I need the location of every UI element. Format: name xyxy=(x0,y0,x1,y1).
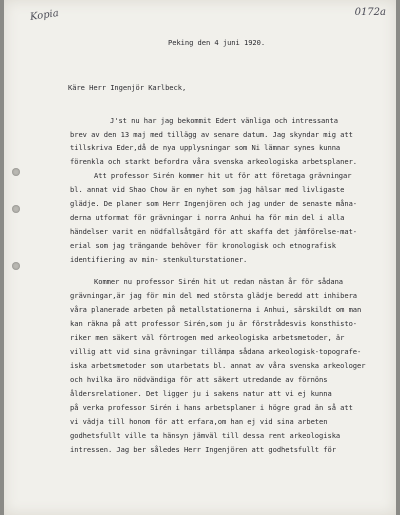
body-line: J'st nu har jag bekommit Edert vänliga och intressanta xyxy=(110,116,338,125)
body-line: Att professor Sirén kommer hit ut för att företaga grävningar xyxy=(94,171,352,180)
body-line: villig att vid sina grävningar tillämpa sådana arkeologisk-topografe- xyxy=(70,347,362,356)
body-line: identifiering av min- stenkulturstationer. xyxy=(70,255,248,264)
body-line: åldersrelationer. Det ligger ju i sakens natur att vi ej kunna xyxy=(70,389,332,398)
body-line: riker men säkert väl förtrogen med arkeologiska arbetsmetoder, är xyxy=(70,333,345,342)
archive-number: 0172a xyxy=(354,7,386,18)
body-line: och hvilka äro nödvändiga för att säkert utredande av förnöns xyxy=(70,375,328,384)
dateline: Peking den 4 juni 1920. xyxy=(168,38,266,47)
body-line: Kommer nu professor Sirén hit ut redan nästan år för sådana xyxy=(94,277,344,286)
letter-page xyxy=(4,0,396,515)
body-line: vi vädja till honom för att erfara,om han ej vid sina arbeten xyxy=(70,417,328,426)
body-line: glädje. De planer som Herr Ingenjören och jag under de senaste måna- xyxy=(70,199,358,208)
body-line: kan räkna på att professor Sirén,som ju är förstrådesvis konsthisto- xyxy=(70,319,358,328)
body-line: brev av den 13 maj med tillägg av senare datum. Jag skyndar mig att xyxy=(70,130,353,139)
body-line: grävningar,är jag för min del med största glädje beredd att inhibera xyxy=(70,291,358,300)
body-line: intressen. Jag ber således Herr Ingenjören att godhetsfullt för xyxy=(70,445,336,454)
body-line: våra planerade arbeten på metallstationerna i Anhui, särskildt om man xyxy=(70,305,362,314)
handwritten-copy-mark: Kopia xyxy=(29,8,60,23)
salutation: Käre Herr Ingenjör Karlbeck, xyxy=(68,83,187,92)
body-line: på verka professor Sirén i hans arbetsplaner i högre grad än så att xyxy=(70,403,353,412)
body-line: godhetsfullt ville ta hänsyn jämväl till dessa rent arkeologiska xyxy=(70,431,341,440)
typed-letter xyxy=(4,0,396,515)
body-line: händelser varit en nödfallsåtgärd för att skaffa det jämförelse-mat- xyxy=(70,227,358,236)
body-line: derna utformat för grävningar i norra Anhui ha för min del i alla xyxy=(70,213,345,222)
body-line: förenkla och starkt befordra våra svenska arkeologiska arbetsplaner. xyxy=(70,157,358,166)
body-line: tillskriva Eder,då de nya upplysningar som Ni lämnar synes kunna xyxy=(70,143,341,152)
body-line: bl. annat vid Shao Chow är en nyhet som jag hälsar med livligaste xyxy=(70,185,345,194)
body-line: erial som jag trängande behöver för kronologisk och etnografisk xyxy=(70,241,336,250)
body-line: iska arbetsmetoder som utarbetats bl. annat av våra svenska arkeologer xyxy=(70,361,366,370)
